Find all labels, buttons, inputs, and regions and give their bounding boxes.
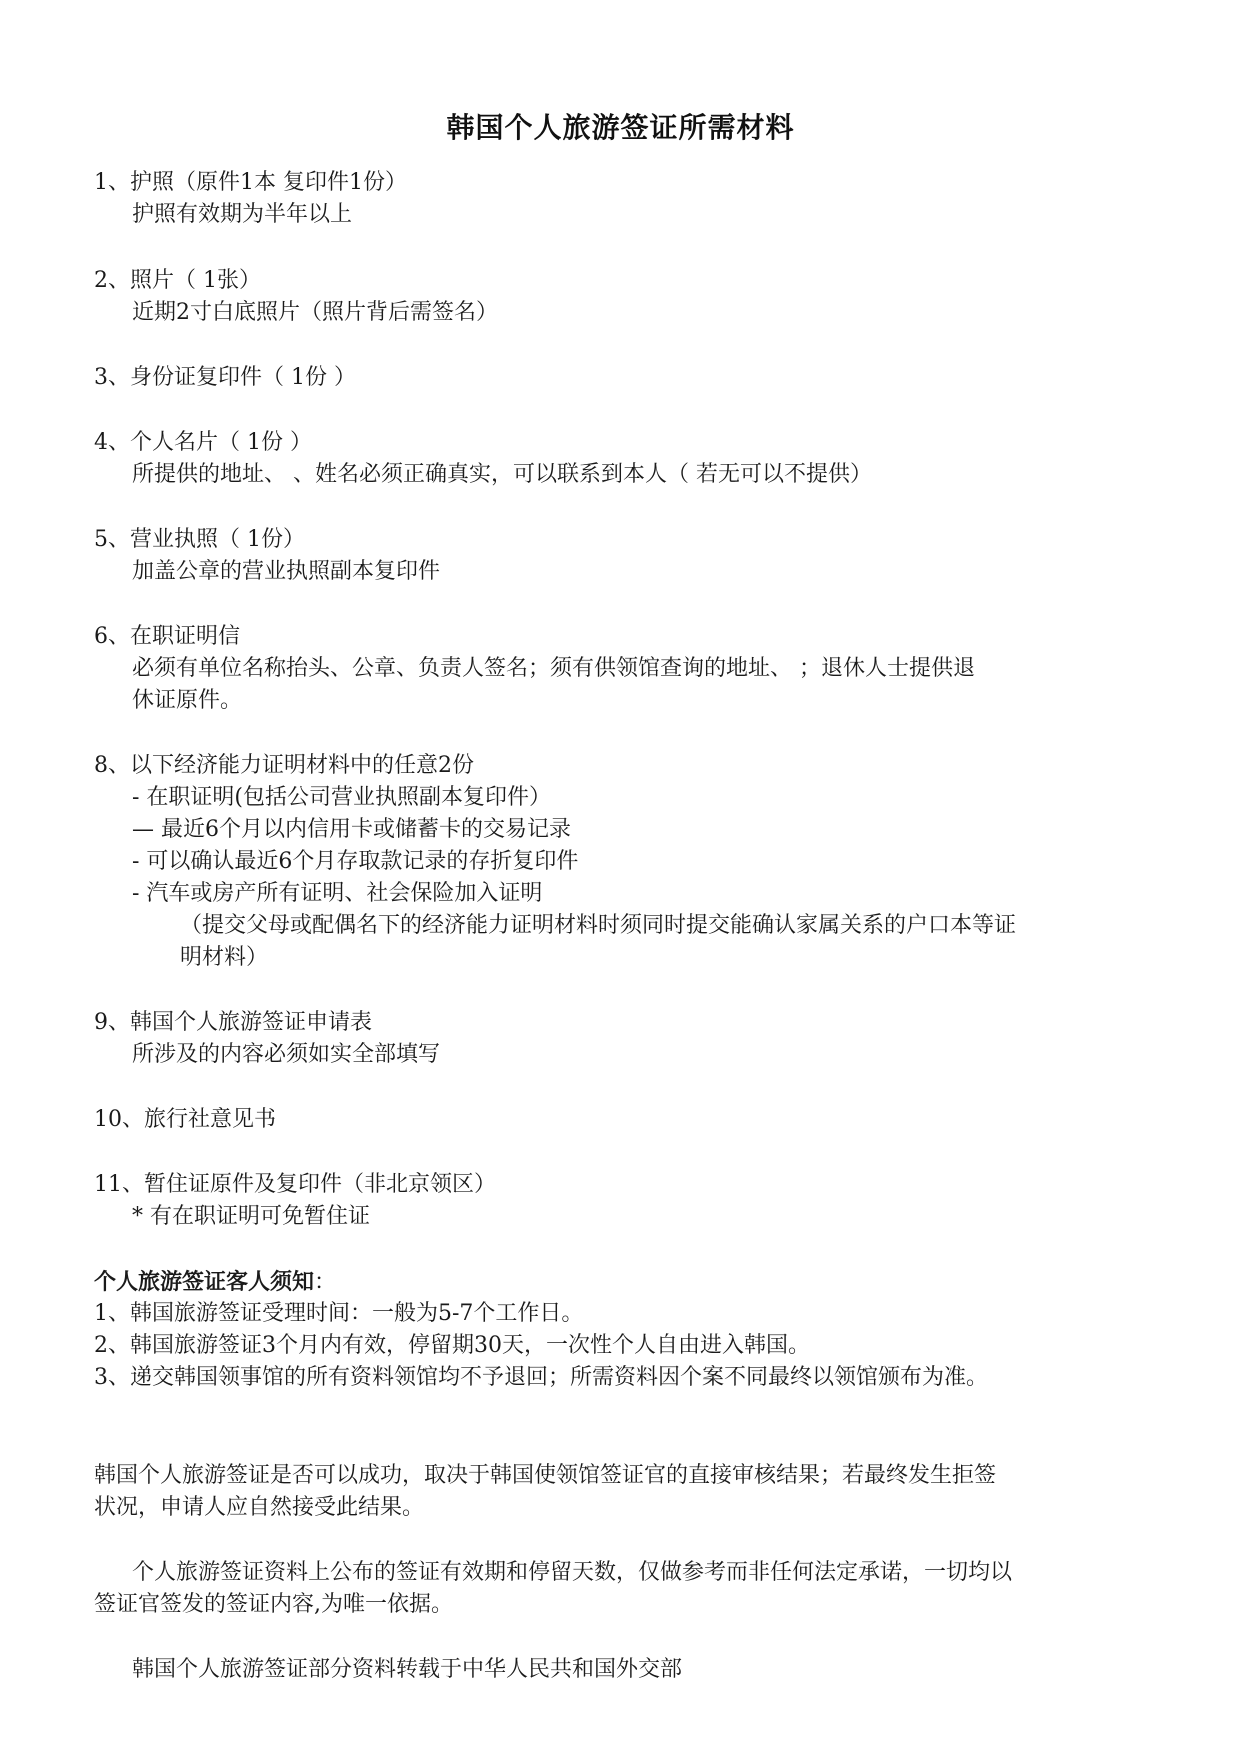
item-6-detail-line-2: 休证原件。 [132, 688, 243, 713]
item-8-note-line-2: 明材料） [180, 945, 269, 970]
item-8-option-1: - 在职证明(包括公司营业执照副本复印件） [132, 785, 552, 810]
notice-heading [94, 1267, 336, 1298]
item-5-heading: 5、营业执照（ 1份） [94, 527, 305, 552]
disclaimer-para-1-line-1: 韩国个人旅游签证是否可以成功，取决于韩国使领馆签证官的直接审核结果；若最终发生拒签 [94, 1463, 997, 1488]
item-2-heading: 2、照片（ 1张） [94, 268, 261, 293]
item-8-heading: 8、以下经济能力证明材料中的任意2份 [94, 753, 474, 778]
notice-point-3: 3、递交韩国领事馆的所有资料领馆均不予退回；所需资料因个案不同最终以领馆颁布为准。 [94, 1365, 989, 1390]
document-title: 韩国个人旅游签证所需材料 [446, 111, 795, 144]
item-3-heading: 3、身份证复印件（ 1份 ） [94, 365, 356, 390]
item-8-note-line-1: （提交父母或配偶名下的经济能力证明材料时须同时提交能确认家属关系的户口本等证 [180, 913, 1017, 938]
disclaimer-para-3: 韩国个人旅游签证部分资料转载于中华人民共和国外交部 [132, 1657, 683, 1682]
notice-heading-colon: ： [314, 1270, 337, 1295]
item-1-detail: 护照有效期为半年以上 [132, 202, 353, 227]
item-11-heading: 11、暂住证原件及复印件（非北京领区） [94, 1172, 496, 1197]
item-2-detail: 近期2寸白底照片（照片背后需签名） [132, 300, 498, 325]
notice-point-1: 1、韩国旅游签证受理时间：一般为5-7个工作日。 [94, 1301, 584, 1326]
notice-point-2: 2、韩国旅游签证3个月内有效，停留期30天，一次性个人自由进入韩国。 [94, 1333, 810, 1358]
item-6-detail-line-1: 必须有单位名称抬头、公章、负责人签名；须有供领馆查询的地址、 ；退休人士提供退 [132, 656, 975, 681]
disclaimer-para-2-line-1: 个人旅游签证资料上公布的签证有效期和停留天数，仅做参考而非任何法定承诺，一切均以 [132, 1560, 1013, 1585]
item-9-detail: 所涉及的内容必须如实全部填写 [132, 1042, 441, 1067]
notice-heading-text: 个人旅游签证客人须知 [94, 1269, 315, 1295]
item-8-option-3: - 可以确认最近6个月存取款记录的存折复印件 [132, 849, 579, 874]
item-8-option-4: - 汽车或房产所有证明、社会保险加入证明 [132, 881, 543, 906]
item-11-detail: * 有在职证明可免暂住证 [132, 1204, 370, 1229]
item-4-detail: 所提供的地址、 、姓名必须正确真实，可以联系到本人（ 若无可以不提供） [132, 462, 872, 487]
item-1-heading: 1、护照（原件1本 复印件1份） [94, 170, 407, 195]
item-10-heading: 10、旅行社意见书 [94, 1107, 276, 1132]
item-5-detail: 加盖公章的营业执照副本复印件 [132, 559, 441, 584]
item-6-heading: 6、在职证明信 [94, 624, 240, 649]
item-8-option-2: — 最近6个月以内信用卡或储蓄卡的交易记录 [132, 817, 571, 842]
item-9-heading: 9、韩国个人旅游签证申请表 [94, 1010, 372, 1035]
item-4-heading: 4、个人名片（ 1份 ） [94, 430, 312, 455]
disclaimer-para-1-line-2: 状况，申请人应自然接受此结果。 [94, 1495, 425, 1520]
disclaimer-para-2-line-2: 签证官签发的签证内容,为唯一依据。 [94, 1592, 453, 1617]
